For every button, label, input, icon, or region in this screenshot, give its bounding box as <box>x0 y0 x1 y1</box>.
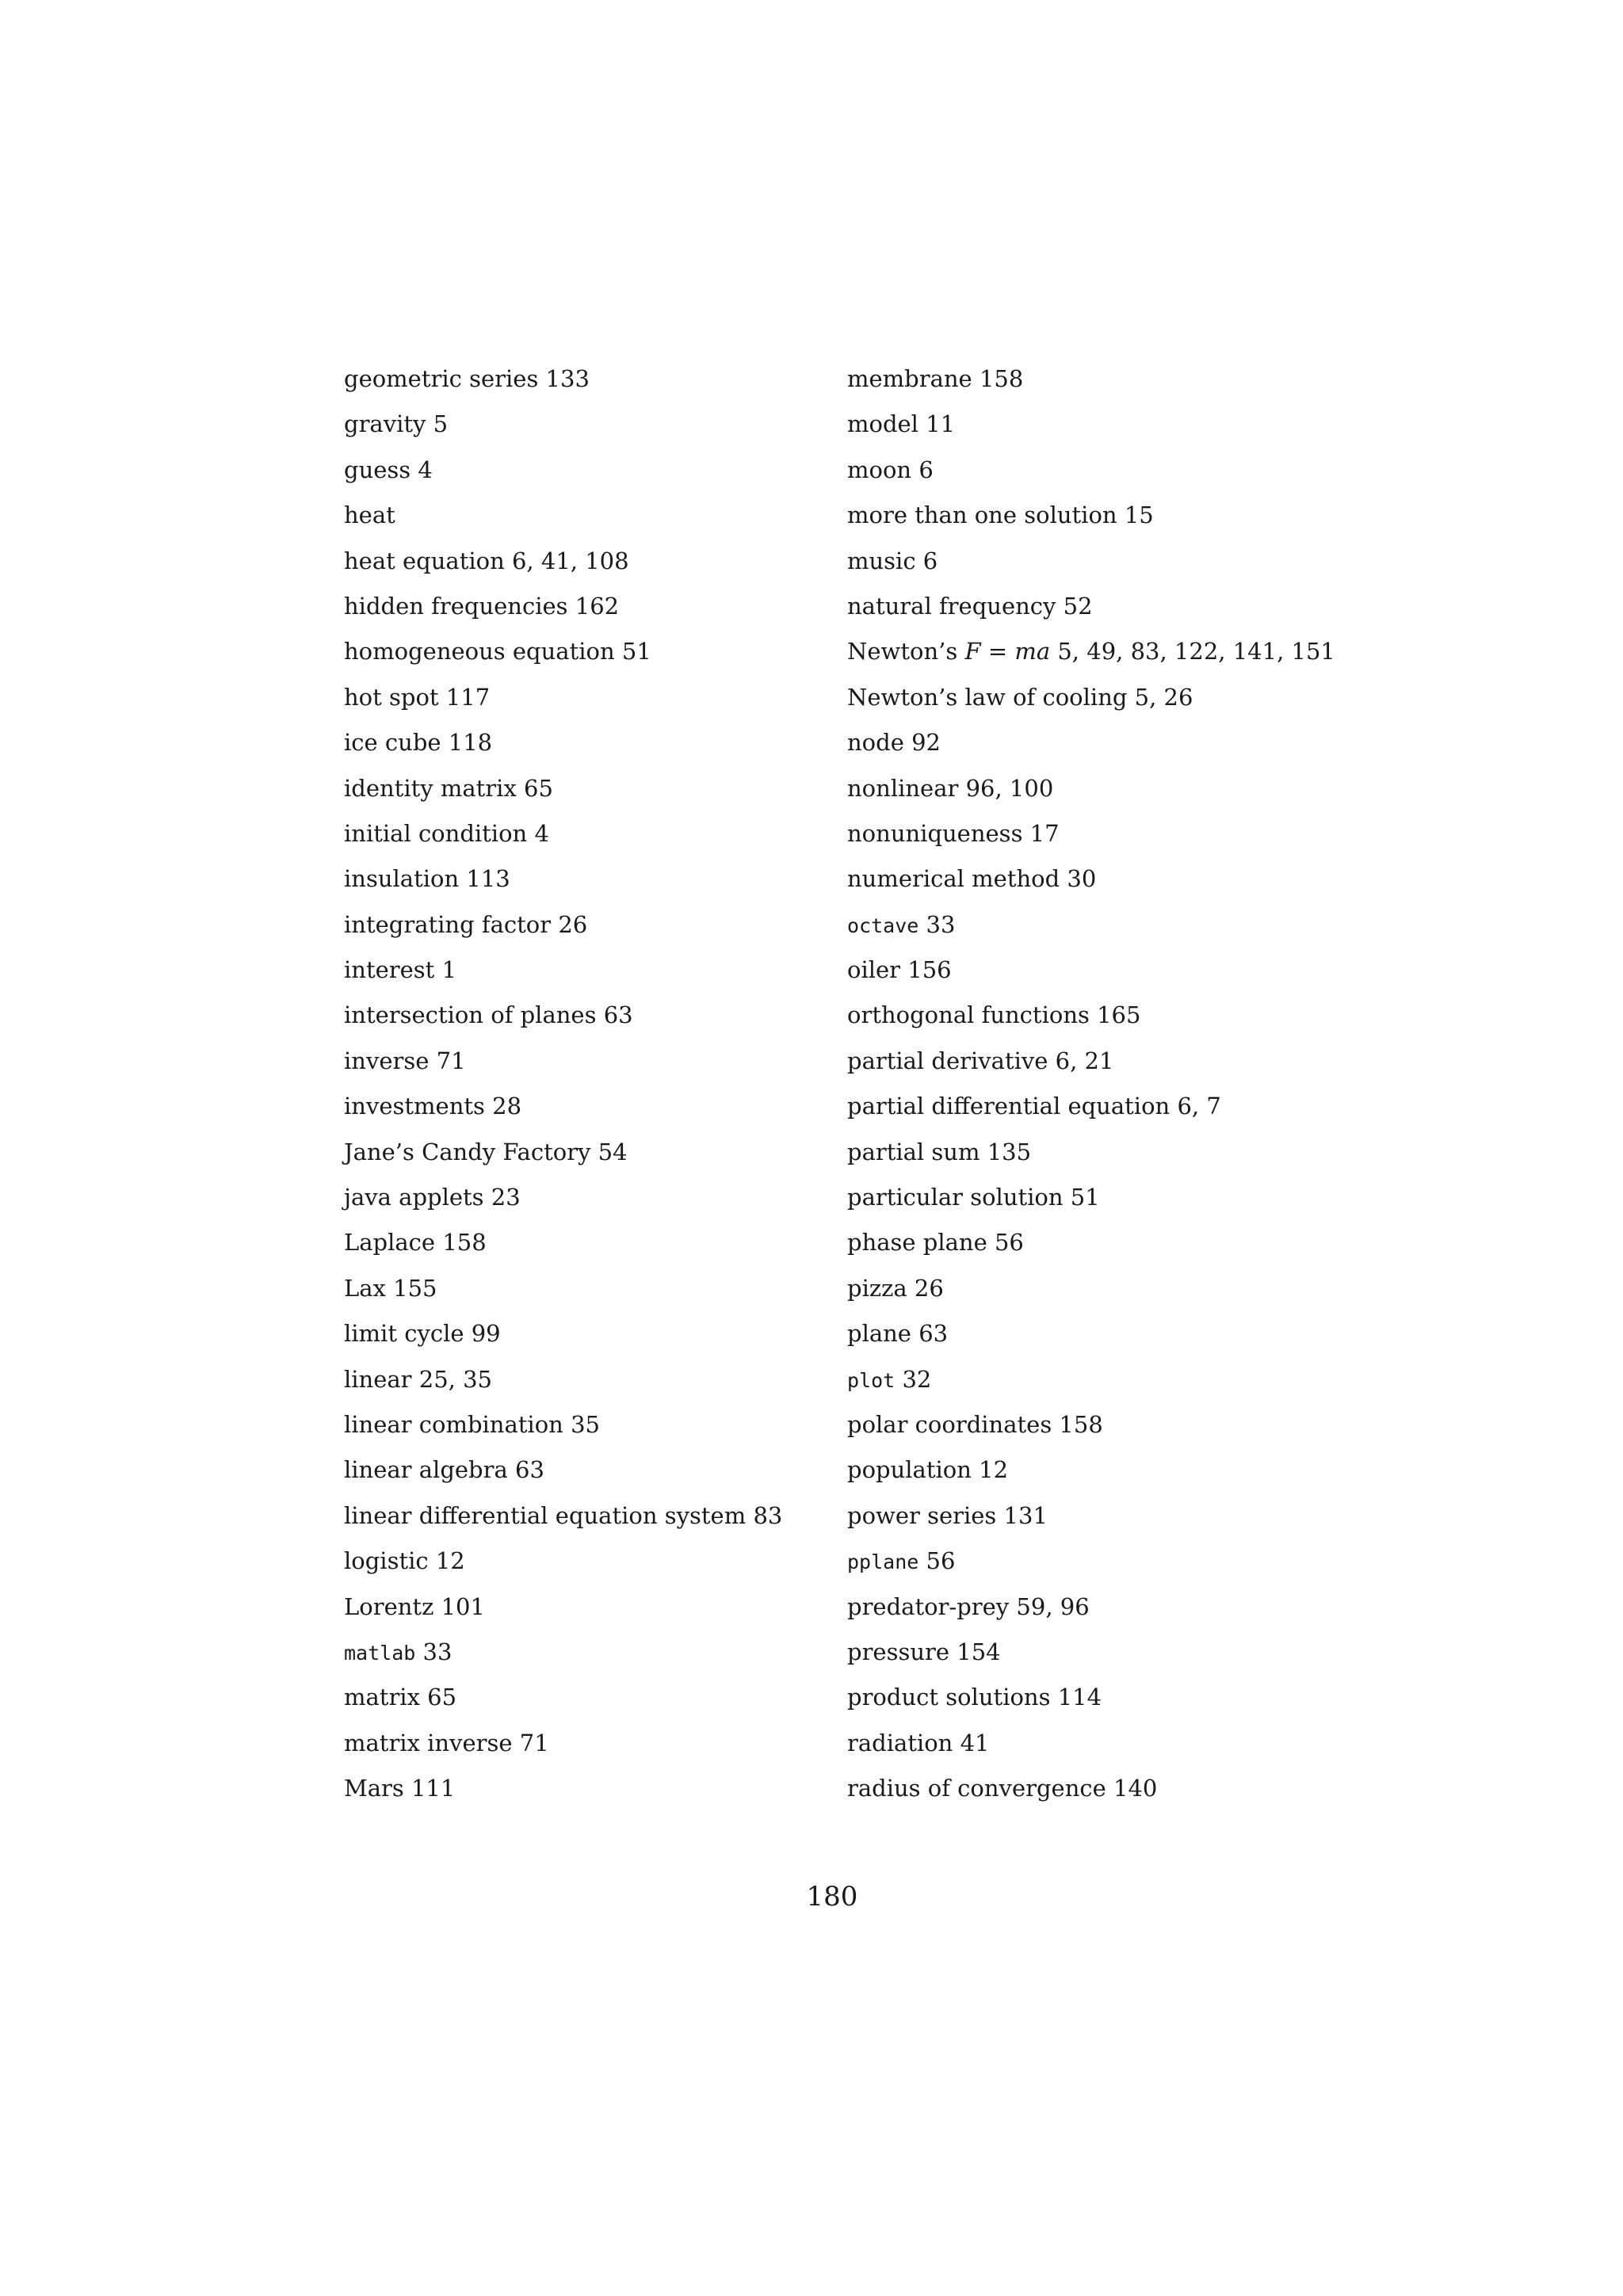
index-pages: 5, 49, 83, 122, 141, 151 <box>1057 638 1335 666</box>
index-entry <box>344 993 819 1038</box>
index-term: pressure <box>847 1638 950 1665</box>
index-pages: 51 <box>1070 1184 1100 1211</box>
index-term: logistic <box>344 1547 429 1575</box>
index-entry <box>847 448 1354 493</box>
index-term: homogeneous equation <box>344 638 615 666</box>
page-number: 180 <box>806 1881 858 1913</box>
index-term: Newton’s <box>847 638 958 666</box>
index-term: linear <box>344 1365 412 1393</box>
index-pages: 6 <box>918 456 934 483</box>
index-entry <box>344 357 819 402</box>
index-entry <box>847 1266 1354 1311</box>
index-term: particular solution <box>847 1184 1064 1211</box>
index-entry <box>344 1084 819 1129</box>
index-entry <box>344 1447 819 1493</box>
index-pages: 131 <box>1003 1501 1048 1529</box>
index-entry <box>847 1675 1354 1720</box>
index-term: power series <box>847 1501 997 1529</box>
index-term: Jane’s Candy Factory <box>344 1138 591 1165</box>
index-entry <box>847 1402 1354 1447</box>
index-pages: 6, 41, 108 <box>511 547 629 574</box>
index-term: partial differential equation <box>847 1093 1170 1120</box>
index-pages: 28 <box>492 1093 522 1120</box>
index-term: limit cycle <box>344 1320 464 1348</box>
index-pages: 162 <box>575 592 620 620</box>
index-term: orthogonal functions <box>847 1001 1090 1029</box>
index-entry <box>847 948 1354 993</box>
index-entry <box>847 675 1354 720</box>
index-entry <box>344 1630 819 1675</box>
index-pages: 54 <box>598 1138 628 1165</box>
index-entry <box>847 993 1354 1038</box>
index-pages: 65 <box>427 1684 457 1711</box>
index-math: F = ma <box>964 638 1051 666</box>
index-entry <box>344 1539 819 1584</box>
index-pages: 113 <box>466 865 510 893</box>
index-entry <box>847 1311 1354 1356</box>
index-entry <box>344 1039 819 1084</box>
index-term: node <box>847 729 904 757</box>
index-entry <box>847 811 1354 856</box>
index-entry <box>847 766 1354 811</box>
index-pages: 23 <box>491 1184 521 1211</box>
index-term: heat <box>344 502 395 529</box>
index-entry <box>847 1585 1354 1630</box>
index-pages: 71 <box>436 1047 466 1074</box>
index-entry <box>847 357 1354 402</box>
index-pages: 17 <box>1029 819 1060 847</box>
index-term: moon <box>847 456 912 483</box>
index-pages: 158 <box>1059 1410 1103 1438</box>
index-term: linear differential equation system <box>344 1501 747 1529</box>
index-term: geometric series <box>344 365 539 392</box>
index-entry <box>847 1493 1354 1539</box>
index-entry <box>344 902 819 948</box>
index-pages: 6, 7 <box>1177 1093 1221 1120</box>
index-pages: 101 <box>441 1592 485 1620</box>
index-term: radius of convergence <box>847 1775 1106 1802</box>
index-pages: 5, 26 <box>1134 683 1193 711</box>
index-term: plot <box>847 1368 896 1392</box>
index-entry <box>344 629 819 674</box>
index-entry <box>847 1630 1354 1675</box>
index-term: identity matrix <box>344 774 517 802</box>
index-term: music <box>847 547 916 574</box>
index-entry <box>344 402 819 447</box>
index-term: numerical method <box>847 865 1060 893</box>
index-entry <box>847 720 1354 765</box>
index-pages: 140 <box>1113 1775 1158 1802</box>
index-entry <box>847 1084 1354 1129</box>
index-term: heat equation <box>344 547 505 574</box>
index-term: natural frequency <box>847 592 1056 620</box>
index-entry <box>344 1585 819 1630</box>
index-pages: 156 <box>907 956 952 984</box>
index-entry <box>344 766 819 811</box>
index-pages: 33 <box>422 1638 453 1665</box>
index-pages: 154 <box>957 1638 1001 1665</box>
index-pages: 71 <box>519 1729 549 1756</box>
index-pages: 56 <box>926 1547 956 1575</box>
index-term: matrix inverse <box>344 1729 513 1756</box>
index-term: hidden frequencies <box>344 592 568 620</box>
index-entry <box>847 1130 1354 1175</box>
index-pages: 118 <box>448 729 493 757</box>
index-pages: 158 <box>442 1229 487 1257</box>
index-pages: 65 <box>524 774 553 802</box>
index-entry <box>344 811 819 856</box>
index-pages: 83 <box>753 1501 783 1529</box>
index-term: pizza <box>847 1274 907 1302</box>
index-pages: 165 <box>1097 1001 1141 1029</box>
index-pages: 5 <box>433 410 449 438</box>
index-term: plane <box>847 1320 911 1348</box>
index-entry <box>344 584 819 629</box>
index-pages: 56 <box>994 1229 1024 1257</box>
index-entry <box>344 1721 819 1766</box>
index-pages: 63 <box>603 1001 633 1029</box>
index-term: membrane <box>847 365 972 392</box>
index-term: nonlinear <box>847 774 959 802</box>
index-entry <box>847 493 1354 538</box>
index-term: Mars <box>344 1775 404 1802</box>
index-entry <box>847 629 1354 674</box>
index-entry <box>344 1311 819 1356</box>
index-entry <box>344 539 819 584</box>
index-term: gravity <box>344 410 426 438</box>
index-pages: 12 <box>979 1456 1009 1484</box>
index-entry <box>344 675 819 720</box>
index-entry <box>847 1539 1354 1584</box>
index-pages: 15 <box>1124 502 1154 529</box>
index-entry <box>344 1130 819 1175</box>
index-entry <box>344 948 819 993</box>
index-pages: 26 <box>558 910 588 938</box>
index-term: polar coordinates <box>847 1410 1052 1438</box>
index-entry <box>847 402 1354 447</box>
index-entry <box>344 1402 819 1447</box>
index-entry <box>344 448 819 493</box>
index-term: guess <box>344 456 411 483</box>
index-term: product solutions <box>847 1684 1051 1711</box>
index-entry <box>847 1447 1354 1493</box>
index-pages: 41 <box>960 1729 990 1756</box>
index-term: nonuniqueness <box>847 819 1023 847</box>
index-pages: 33 <box>926 910 956 938</box>
index-entry <box>847 584 1354 629</box>
index-term: population <box>847 1456 972 1484</box>
index-term: octave <box>847 913 919 937</box>
index-pages: 59, 96 <box>1016 1592 1090 1620</box>
index-term: predator-prey <box>847 1592 1010 1620</box>
index-entry <box>847 1766 1354 1811</box>
index-pages: 30 <box>1067 865 1097 893</box>
index-entry <box>847 1357 1354 1402</box>
index-pages: 114 <box>1057 1684 1102 1711</box>
index-entry <box>344 1175 819 1220</box>
index-entry <box>344 1220 819 1265</box>
index-term: interest <box>344 956 435 984</box>
index-term: more than one solution <box>847 502 1117 529</box>
index-term: intersection of planes <box>344 1001 597 1029</box>
index-pages: 92 <box>911 729 941 757</box>
index-column-left <box>344 357 819 1812</box>
index-pages: 133 <box>545 365 590 392</box>
index-term: Laplace <box>344 1229 436 1257</box>
index-column-right <box>847 357 1354 1812</box>
index-pages: 96, 100 <box>965 774 1054 802</box>
index-entry <box>344 1675 819 1720</box>
index-entry <box>847 902 1354 948</box>
index-term: initial condition <box>344 819 528 847</box>
index-term: Lorentz <box>344 1592 434 1620</box>
index-term: pplane <box>847 1550 919 1574</box>
index-pages: 25, 35 <box>418 1365 493 1393</box>
index-pages: 11 <box>926 410 956 438</box>
index-pages: 4 <box>534 819 549 847</box>
index-entry <box>847 1175 1354 1220</box>
index-entry <box>344 1493 819 1539</box>
index-entry <box>847 1220 1354 1265</box>
index-entry <box>847 856 1354 902</box>
index-term: phase plane <box>847 1229 987 1257</box>
index-term: insulation <box>344 865 460 893</box>
index-term: hot spot <box>344 683 439 711</box>
index-entry <box>344 493 819 538</box>
index-term: partial derivative <box>847 1047 1048 1074</box>
index-pages: 12 <box>435 1547 465 1575</box>
index-term: java applets <box>344 1184 484 1211</box>
index-term: Newton’s law of cooling <box>847 683 1128 711</box>
index-pages: 135 <box>987 1138 1032 1165</box>
index-term: matlab <box>344 1641 416 1665</box>
index-entry <box>344 1766 819 1811</box>
index-term: model <box>847 410 918 438</box>
index-pages: 26 <box>914 1274 944 1302</box>
index-pages: 158 <box>979 365 1024 392</box>
index-pages: 35 <box>571 1410 600 1438</box>
index-term: oiler <box>847 956 901 984</box>
index-pages: 63 <box>515 1456 544 1484</box>
index-entry <box>344 856 819 902</box>
index-term: investments <box>344 1093 485 1120</box>
index-term: integrating factor <box>344 910 552 938</box>
index-pages: 32 <box>902 1365 932 1393</box>
index-pages: 52 <box>1063 592 1093 620</box>
index-pages: 1 <box>441 956 457 984</box>
index-term: radiation <box>847 1729 953 1756</box>
index-term: linear combination <box>344 1410 563 1438</box>
index-pages: 6, 21 <box>1055 1047 1114 1074</box>
index-term: ice cube <box>344 729 441 757</box>
index-pages: 6 <box>922 547 938 574</box>
index-entry <box>344 1357 819 1402</box>
index-pages: 99 <box>471 1320 501 1348</box>
index-pages: 117 <box>445 683 491 711</box>
index-pages: 51 <box>621 638 651 666</box>
index-pages: 155 <box>393 1274 437 1302</box>
index-entry <box>344 720 819 765</box>
index-pages: 63 <box>918 1320 949 1348</box>
index-pages: 4 <box>418 456 433 483</box>
index-entry <box>847 1721 1354 1766</box>
index-entry <box>344 1266 819 1311</box>
index-term: linear algebra <box>344 1456 508 1484</box>
index-term: Lax <box>344 1274 386 1302</box>
index-entry <box>847 539 1354 584</box>
index-term: partial sum <box>847 1138 980 1165</box>
index-term: inverse <box>344 1047 430 1074</box>
index-pages: 111 <box>411 1775 456 1802</box>
index-entry <box>847 1039 1354 1084</box>
index-term: matrix <box>344 1684 420 1711</box>
